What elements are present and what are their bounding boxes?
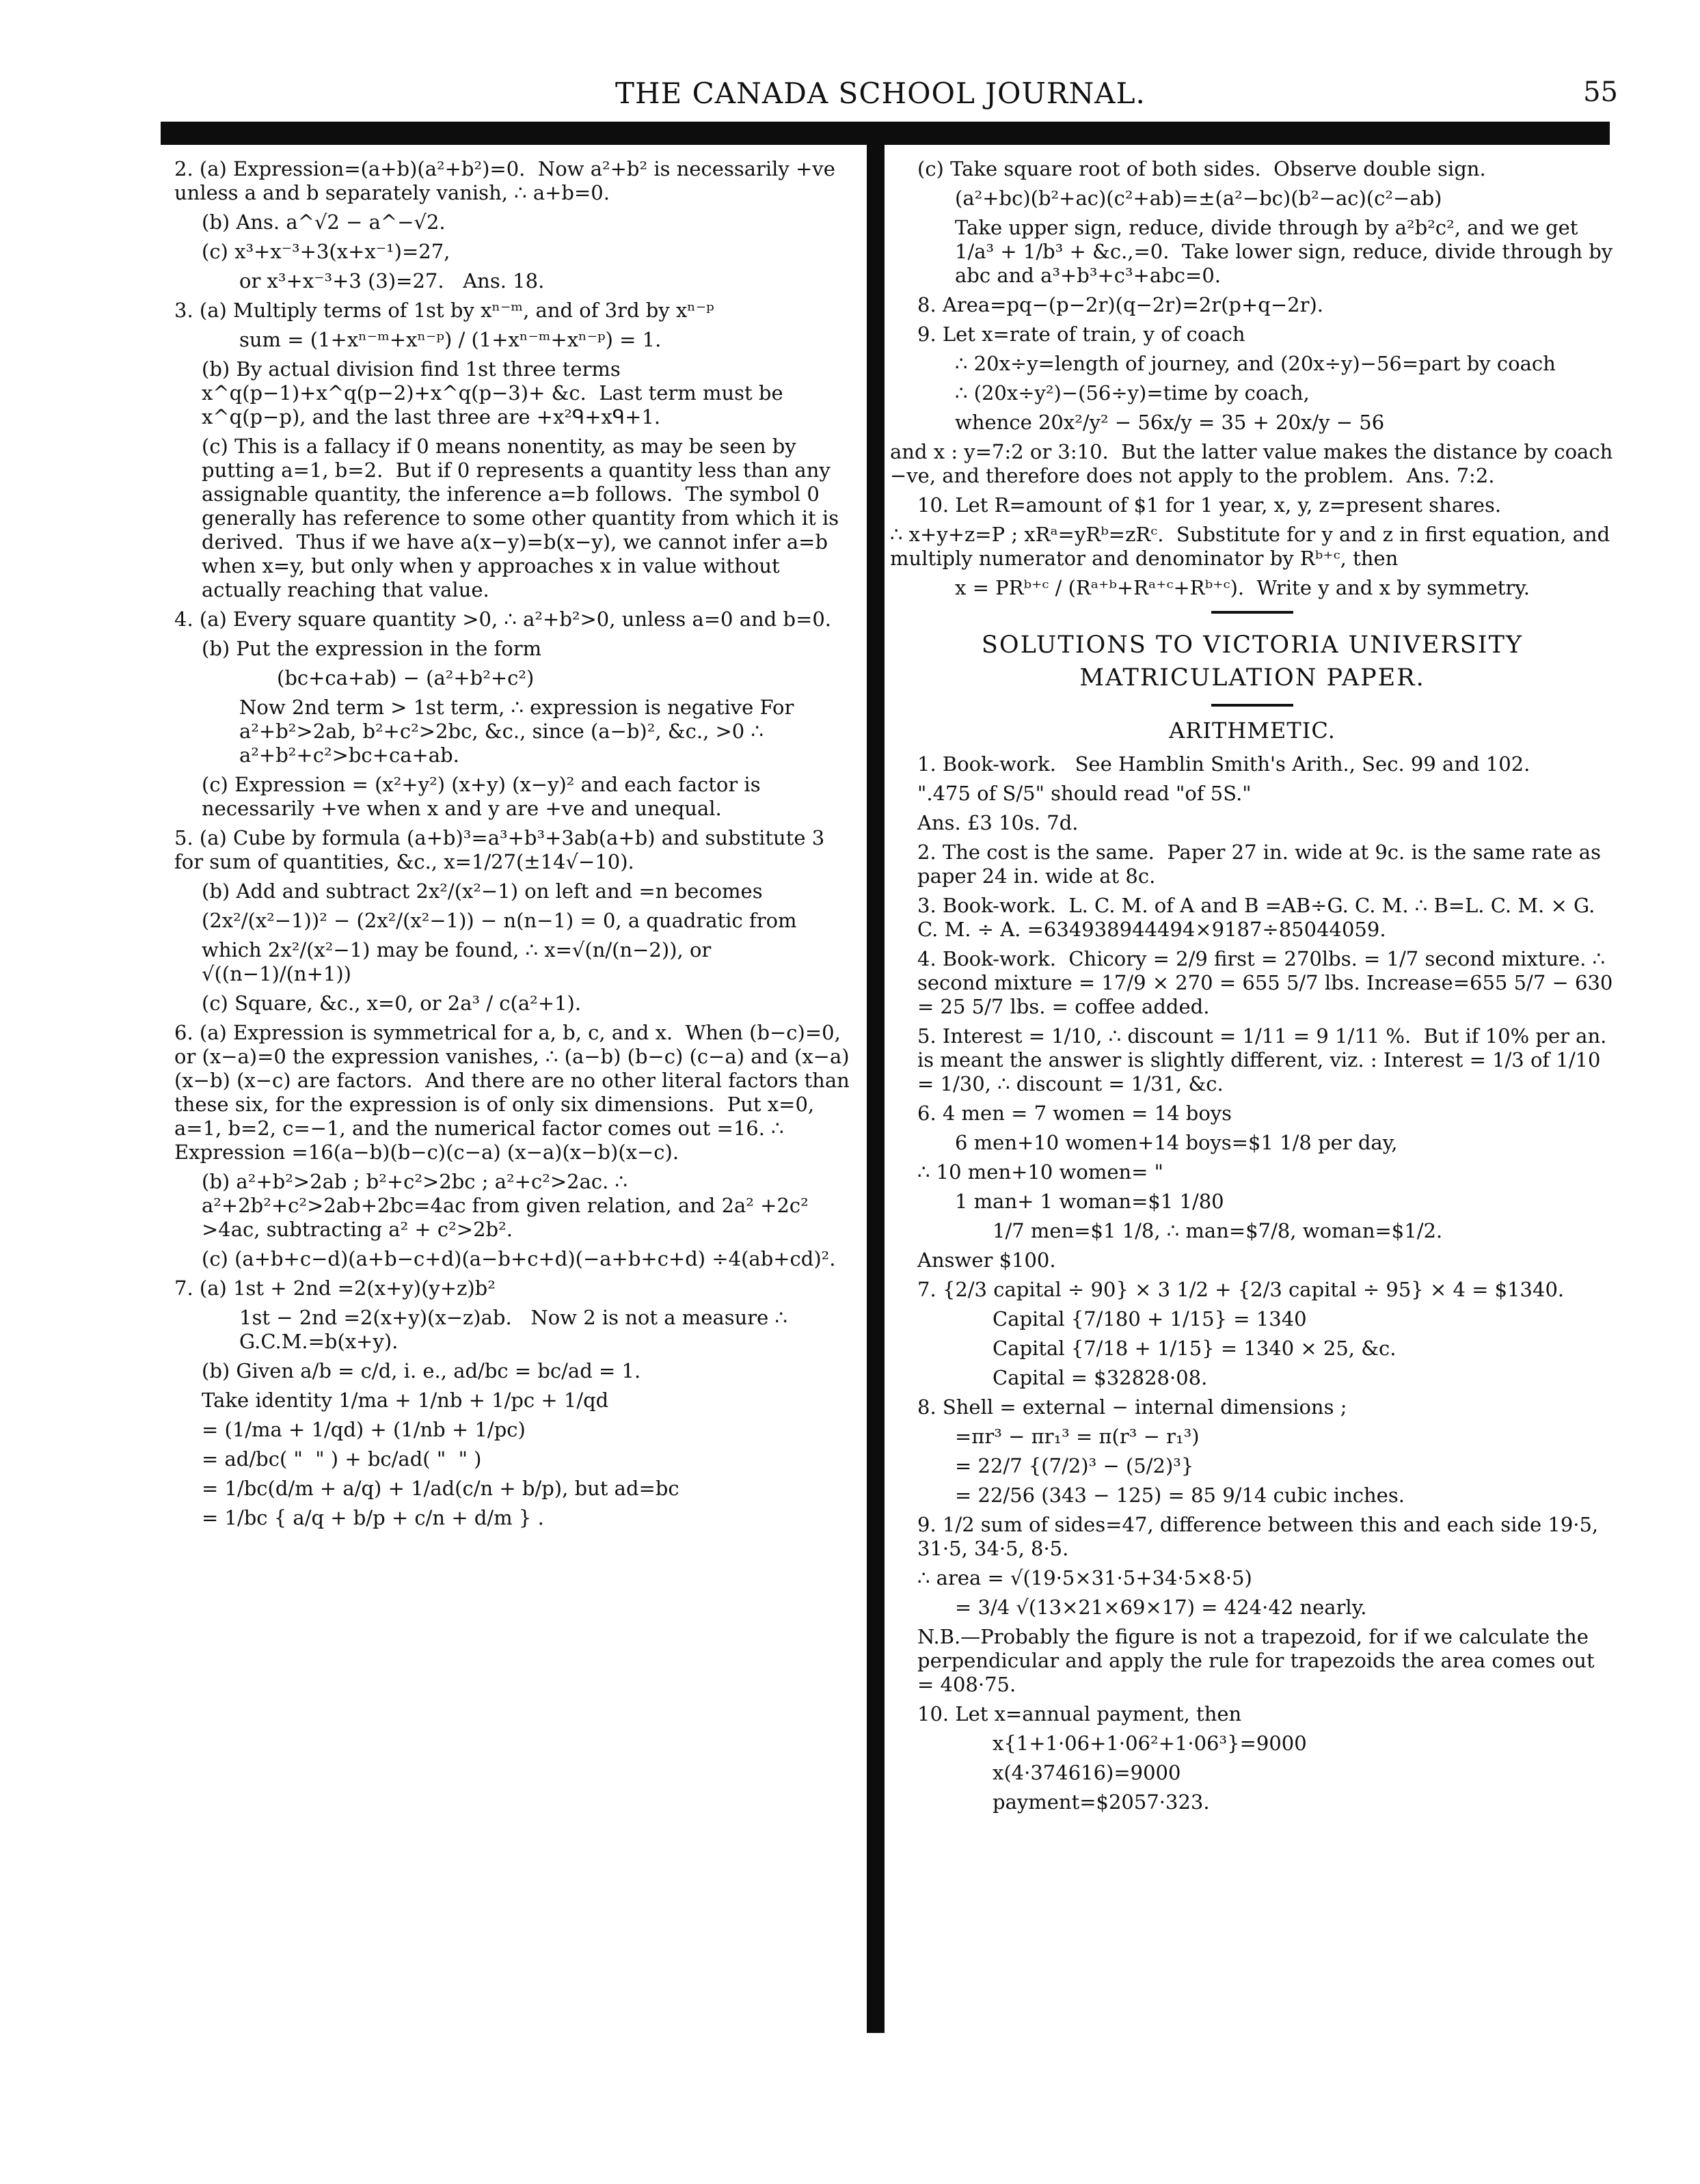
solution-paragraph: 1/7 men=$1 1/8, ∴ man=$7/8, woman=$1/2.: [993, 1219, 1443, 1242]
solution-paragraph: (c) Take square root of both sides. Observe double sign.: [917, 157, 1486, 180]
solution-paragraph: and x : y=7:2 or 3:10. But the latter value makes the distance by coach −ve, and therefore does not apply to the problem. Ans. 7:2.: [890, 440, 1619, 487]
solution-paragraph: = 3/4 √(13×21×69×17) = 424·42 nearly.: [955, 1596, 1367, 1619]
solution-paragraph: (b) a²+b²>2ab ; b²+c²>2bc ; a²+c²>2ac. ∴ a²+2b²+c²>2ab+2bc=4ac from given relation, and 2a² +2c² >4ac, subtracting a² + c²>2b².: [202, 1170, 815, 1241]
solution-paragraph: Capital {7/180 + 1/15} = 1340: [993, 1307, 1307, 1330]
solution-paragraph: 3. (a) Multiply terms of 1st by xⁿ⁻ᵐ, and of 3rd by xⁿ⁻ᵖ: [174, 299, 714, 322]
solution-paragraph: Take upper sign, reduce, divide through by a²b²c², and we get 1/a³ + 1/b³ + &c.,=0. Take lower sign, reduce, divide through by abc and a³+b³+c³+abc=0.: [955, 216, 1619, 287]
solution-paragraph: x = PRᵇ⁺ᶜ / (Rᵃ⁺ᵇ+Rᵃ⁺ᶜ+Rᵇ⁺ᶜ). Write y and x by symmetry.: [955, 576, 1530, 599]
solution-paragraph: 1st − 2nd =2(x+y)(x−z)ab. Now 2 is not a measure ∴ G.C.M.=b(x+y).: [239, 1306, 794, 1353]
solution-paragraph: (c) This is a fallacy if 0 means nonentity, as may be seen by putting a=1, b=2. But if 0 represents a quantity less than any assignable quantity, the inference a=b follows. The symbol 0 generally has reference to some other quantity from which it is derived. Thus if we have a(x−y)=b(x−y), we cannot infer a=b when x=y, but only when y approaches x in value without actually reaching that value.: [202, 435, 846, 601]
journal-title: THE CANADA SCHOOL JOURNAL.: [615, 77, 1146, 110]
solution-paragraph: = (1/ma + 1/qd) + (1/nb + 1/pc): [202, 1418, 526, 1441]
solution-paragraph: x(4·374616)=9000: [993, 1761, 1181, 1784]
solution-paragraph: 6. 4 men = 7 women = 14 boys: [917, 1102, 1232, 1125]
solution-paragraph: 2. The cost is the same. Paper 27 in. wide at 9c. is the same rate as paper 24 in. wide at 8c.: [917, 841, 1608, 888]
solution-paragraph: (b) Ans. a^√2 − a^−√2.: [202, 210, 446, 234]
solution-paragraph: 5. Interest = 1/10, ∴ discount = 1/11 = 9 1/11 %. But if 10% per an. is meant the answer is slightly different, viz. : Interest = 1/3 of 1/10 = 1/30, ∴ discount = 1/31, &c.: [917, 1024, 1613, 1095]
solution-paragraph: (b) By actual division find 1st three terms x^q(p−1)+x^q(p−2)+x^q(p−3)+ &c. Last term must be x^q(p−p), and the last three are +x²ᑫ+xᑫ+1.: [202, 357, 790, 428]
solution-paragraph: 1 man+ 1 woman=$1 1/80: [955, 1190, 1224, 1213]
solution-paragraph: =πr³ − πr₁³ = π(r³ − r₁³): [955, 1425, 1200, 1448]
solution-paragraph: Ans. £3 10s. 7d.: [917, 811, 1079, 834]
solution-paragraph: N.B.—Probably the figure is not a trapezoid, for if we calculate the perpendicular and apply the rule for trapezoids the area comes out = 408·75.: [917, 1625, 1601, 1696]
solution-paragraph: 10. Let R=amount of $1 for 1 year, x, y, z=present shares.: [917, 493, 1502, 517]
solution-paragraph: 1. Book-work. See Hamblin Smith's Arith., Sec. 99 and 102.: [917, 752, 1530, 776]
solution-paragraph: 10. Let x=annual payment, then: [917, 1702, 1242, 1725]
solution-paragraph: which 2x²/(x²−1) may be found, ∴ x=√(n/(n−2)), or √((n−1)/(n+1)): [202, 938, 718, 985]
section-heading-line1: SOLUTIONS TO VICTORIA UNIVERSITY: [981, 631, 1524, 659]
solution-paragraph: (b) Put the expression in the form: [202, 637, 542, 660]
algebra-continued: [890, 157, 1619, 600]
solution-paragraph: ∴ area = √(19·5×31·5+34·5×8·5): [917, 1566, 1252, 1589]
solution-paragraph: ∴ (20x÷y²)−(56÷y)=time by coach,: [955, 381, 1310, 405]
solution-paragraph: = 1/bc(d/m + a/q) + 1/ad(c/n + b/p), but ad=bc: [202, 1477, 679, 1500]
right-column: [890, 157, 1619, 1820]
page-number: 55: [1583, 77, 1618, 108]
solution-paragraph: = ad/bc( " " ) + bc/ad( " " ): [202, 1447, 482, 1471]
solution-paragraph: = 22/7 {(7/2)³ − (5/2)³}: [955, 1454, 1194, 1477]
solution-paragraph: Now 2nd term > 1st term, ∴ expression is negative For a²+b²>2ab, b²+c²>2bc, &c., since (a−b)², &c., >0 ∴ a²+b²+c²>bc+ca+ab.: [239, 696, 800, 767]
solution-paragraph: Answer $100.: [917, 1248, 1056, 1272]
solution-paragraph: sum = (1+xⁿ⁻ᵐ+xⁿ⁻ᵖ) / (1+xⁿ⁻ᵐ+xⁿ⁻ᵖ) = 1.: [239, 328, 662, 351]
solution-paragraph: Capital {7/18 + 1/15} = 1340 × 25, &c.: [993, 1337, 1397, 1360]
column-rule: [867, 140, 885, 2033]
solution-paragraph: (2x²/(x²−1))² − (2x²/(x²−1)) − n(n−1) = 0, a quadratic from: [202, 909, 797, 932]
solution-paragraph: = 1/bc { a/q + b/p + c/n + d/m } .: [202, 1506, 544, 1529]
solution-paragraph: (bc+ca+ab) − (a²+b²+c²): [277, 666, 535, 690]
solution-paragraph: 6. (a) Expression is symmetrical for a, b, c, and x. When (b−c)=0, or (x−a)=0 the expression vanishes, ∴ (a−b) (b−c) (c−a) and (x−a) (x−b) (x−c) are factors. And there are no other literal factors than these six, for the expression is of only six dimensions. Put x=0, a=1, b=2, c=−1, and the numerical factor comes out =16. ∴ Expression =16(a−b)(b−c)(c−a) (x−a)(x−b)(x−c).: [174, 1021, 856, 1164]
subsection-heading: ARITHMETIC.: [1169, 718, 1336, 743]
solution-paragraph: 6 men+10 women+14 boys=$1 1/8 per day,: [955, 1131, 1398, 1154]
solution-paragraph: 8. Area=pq−(p−2r)(q−2r)=2r(p+q−2r).: [917, 293, 1323, 316]
solution-paragraph: whence 20x²/y² − 56x/y = 35 + 20x/y − 56: [955, 411, 1385, 434]
solution-paragraph: 4. (a) Every square quantity >0, ∴ a²+b²>0, unless a=0 and b=0.: [174, 608, 832, 631]
solution-paragraph: 8. Shell = external − internal dimensions ;: [917, 1395, 1347, 1419]
solution-paragraph: ∴ 20x÷y=length of journey, and (20x÷y)−56=part by coach: [955, 352, 1556, 375]
solution-paragraph: payment=$2057·323.: [993, 1790, 1210, 1814]
solution-paragraph: (a²+bc)(b²+ac)(c²+ab)=±(a²−bc)(b²−ac)(c²−ab): [955, 187, 1442, 210]
solution-paragraph: (c) (a+b+c−d)(a+b−c+d)(a−b+c+d)(−a+b+c+d) ÷4(ab+cd)².: [202, 1247, 836, 1270]
page-header: [0, 77, 1700, 118]
solution-paragraph: 5. (a) Cube by formula (a+b)³=a³+b³+3ab(a+b) and substitute 3 for sum of quantities, &c., x=1/27(±14√−10).: [174, 826, 831, 873]
solution-paragraph: (c) Expression = (x²+y²) (x+y) (x−y)² and each factor is necessarily +ve when x and y are +ve and unequal.: [202, 773, 767, 820]
solution-paragraph: 7. (a) 1st + 2nd =2(x+y)(y+z)b²: [174, 1277, 496, 1300]
solution-paragraph: (c) Square, &c., x=0, or 2a³ / c(a²+1).: [202, 992, 582, 1015]
arithmetic-solutions: [890, 752, 1619, 1814]
solution-paragraph: ∴ 10 men+10 women= ": [917, 1160, 1164, 1184]
solution-paragraph: (b) Add and subtract 2x²/(x²−1) on left and =n becomes: [202, 879, 763, 903]
solution-paragraph: or x³+x⁻³+3 (3)=27. Ans. 18.: [239, 269, 545, 292]
left-column: [174, 157, 858, 1535]
solution-paragraph: Take identity 1/ma + 1/nb + 1/pc + 1/qd: [202, 1389, 609, 1412]
solution-paragraph: ".475 of S/5" should read "of 5S.": [917, 782, 1252, 805]
solution-paragraph: = 22/56 (343 − 125) = 85 9/14 cubic inches.: [955, 1484, 1405, 1507]
solution-paragraph: (c) x³+x⁻³+3(x+x⁻¹)=27,: [202, 240, 450, 263]
solution-paragraph: x{1+1·06+1·06²+1·06³}=9000: [993, 1732, 1307, 1755]
section-heading-line2: MATRICULATION PAPER.: [1079, 664, 1425, 692]
solution-paragraph: 2. (a) Expression=(a+b)(a²+b²)=0. Now a²+b² is necessarily +ve unless a and b separately vanish, ∴ a+b=0.: [174, 157, 842, 204]
solution-paragraph: 4. Book-work. Chicory = 2/9 first = 270lbs. = 1/7 second mixture. ∴ second mixture = 17/9 × 270 = 655 5/7 lbs. Increase=655 5/7 − 630 = 25 5/7 lbs. = coffee added.: [917, 947, 1619, 1018]
solution-paragraph: 9. Let x=rate of train, y of coach: [917, 323, 1245, 346]
heading-divider: [1211, 704, 1293, 707]
solution-paragraph: Capital = $32828·08.: [993, 1366, 1208, 1389]
solution-paragraph: 9. 1/2 sum of sides=47, difference between this and each side 19·5, 31·5, 34·5, 8·5.: [917, 1513, 1605, 1560]
solution-paragraph: 3. Book-work. L. C. M. of A and B =AB÷G. C. M. ∴ B=L. C. M. × G. C. M. ÷ A. =634938944494×9187÷85044059.: [917, 894, 1602, 941]
solution-paragraph: ∴ x+y+z=P ; xRᵃ=yRᵇ=zRᶜ. Substitute for y and z in first equation, and multiply numerator and denominator by Rᵇ⁺ᶜ, then: [890, 523, 1617, 570]
section-divider: [1211, 611, 1293, 614]
header-rule: [161, 122, 1610, 145]
solution-paragraph: (b) Given a/b = c/d, i. e., ad/bc = bc/ad = 1.: [202, 1359, 641, 1382]
solution-paragraph: 7. {2/3 capital ÷ 90} × 3 1/2 + {2/3 capital ÷ 95} × 4 = $1340.: [917, 1278, 1565, 1301]
